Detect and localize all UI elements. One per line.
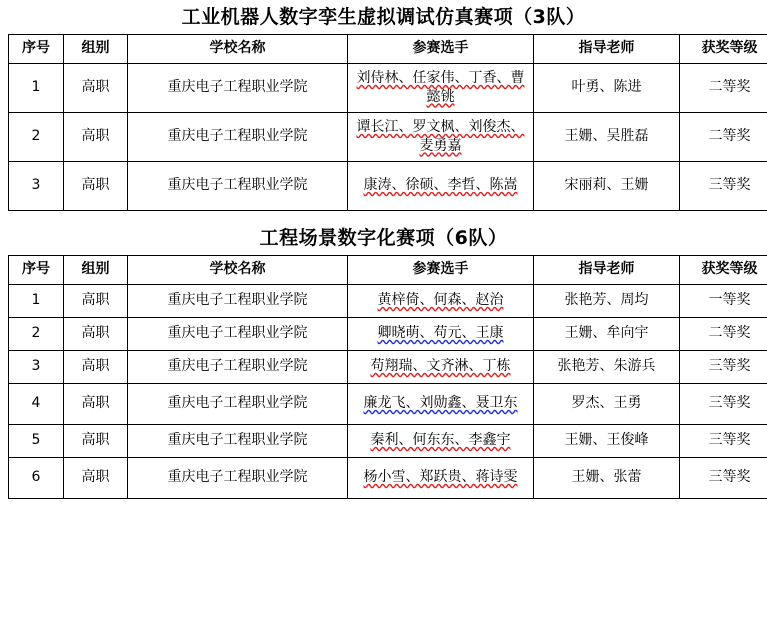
cell-group: 高职 [64, 112, 128, 161]
cell-group: 高职 [64, 457, 128, 498]
cell-school: 重庆电子工程职业学院 [128, 161, 348, 210]
cell-players: 杨小雪、郑跃贵、蒋诗雯 [348, 457, 534, 498]
cell-players: 秦利、何东东、李鑫宇 [348, 424, 534, 457]
cell-school: 重庆电子工程职业学院 [128, 63, 348, 112]
table-row [9, 112, 767, 161]
cell-teacher: 王姗、张蕾 [534, 457, 680, 498]
table-row [9, 383, 767, 424]
table-header-row [9, 34, 767, 63]
cell-players: 黄梓倚、何森、赵治 [348, 284, 534, 317]
table-row [9, 317, 767, 350]
cell-no: 4 [9, 383, 64, 424]
cell-award: 二等奖 [680, 63, 767, 112]
column-header-no: 序号 [9, 34, 64, 63]
cell-players: 刘侍林、任家伟、丁香、曹懿铫 [348, 63, 534, 112]
section-title-2: 工程场景数字化赛项（6队） [8, 227, 759, 250]
cell-teacher: 罗杰、王勇 [534, 383, 680, 424]
column-header-no: 序号 [9, 255, 64, 284]
column-header-teacher: 指导老师 [534, 255, 680, 284]
award-table-1 [8, 34, 767, 211]
cell-award: 三等奖 [680, 383, 767, 424]
cell-no: 3 [9, 161, 64, 210]
cell-award: 三等奖 [680, 424, 767, 457]
column-header-group: 组别 [64, 34, 128, 63]
column-header-award: 获奖等级 [680, 255, 767, 284]
cell-school: 重庆电子工程职业学院 [128, 350, 348, 383]
cell-school: 重庆电子工程职业学院 [128, 383, 348, 424]
section-title-1: 工业机器人数字孪生虚拟调试仿真赛项（3队） [8, 6, 759, 29]
cell-award: 三等奖 [680, 457, 767, 498]
cell-award: 三等奖 [680, 161, 767, 210]
cell-group: 高职 [64, 284, 128, 317]
section-spacer [8, 211, 759, 221]
cell-school: 重庆电子工程职业学院 [128, 284, 348, 317]
cell-no: 2 [9, 317, 64, 350]
cell-school: 重庆电子工程职业学院 [128, 424, 348, 457]
column-header-teacher: 指导老师 [534, 34, 680, 63]
cell-teacher: 张艳芳、周均 [534, 284, 680, 317]
column-header-group: 组别 [64, 255, 128, 284]
cell-group: 高职 [64, 317, 128, 350]
column-header-players: 参赛选手 [348, 34, 534, 63]
cell-players: 卿晓萌、苟元、王康 [348, 317, 534, 350]
cell-teacher: 宋丽莉、王姗 [534, 161, 680, 210]
cell-group: 高职 [64, 350, 128, 383]
cell-no: 3 [9, 350, 64, 383]
cell-teacher: 张艳芳、朱游兵 [534, 350, 680, 383]
column-header-players: 参赛选手 [348, 255, 534, 284]
cell-players: 苟翔瑞、文齐淋、丁栋 [348, 350, 534, 383]
table-row [9, 161, 767, 210]
column-header-school: 学校名称 [128, 255, 348, 284]
cell-no: 1 [9, 63, 64, 112]
table-row [9, 350, 767, 383]
cell-no: 2 [9, 112, 64, 161]
cell-group: 高职 [64, 424, 128, 457]
cell-award: 二等奖 [680, 112, 767, 161]
table-row [9, 457, 767, 498]
cell-school: 重庆电子工程职业学院 [128, 317, 348, 350]
cell-school: 重庆电子工程职业学院 [128, 112, 348, 161]
award-table-2 [8, 255, 767, 499]
cell-group: 高职 [64, 63, 128, 112]
table-row [9, 63, 767, 112]
cell-players: 廉龙飞、刘勋鑫、聂卫东 [348, 383, 534, 424]
table-header-row [9, 255, 767, 284]
cell-teacher: 王姗、吴胜磊 [534, 112, 680, 161]
cell-no: 6 [9, 457, 64, 498]
cell-no: 1 [9, 284, 64, 317]
cell-teacher: 叶勇、陈进 [534, 63, 680, 112]
column-header-award: 获奖等级 [680, 34, 767, 63]
table-row [9, 284, 767, 317]
document-page [0, 6, 767, 632]
cell-group: 高职 [64, 383, 128, 424]
cell-award: 三等奖 [680, 350, 767, 383]
cell-group: 高职 [64, 161, 128, 210]
cell-players: 谭长江、罗文枫、刘俊杰、麦勇嘉 [348, 112, 534, 161]
cell-teacher: 王姗、牟向宇 [534, 317, 680, 350]
table-row [9, 424, 767, 457]
column-header-school: 学校名称 [128, 34, 348, 63]
cell-award: 二等奖 [680, 317, 767, 350]
cell-no: 5 [9, 424, 64, 457]
cell-teacher: 王姗、王俊峰 [534, 424, 680, 457]
cell-award: 一等奖 [680, 284, 767, 317]
cell-school: 重庆电子工程职业学院 [128, 457, 348, 498]
cell-players: 康涛、徐硕、李哲、陈嵩 [348, 161, 534, 210]
